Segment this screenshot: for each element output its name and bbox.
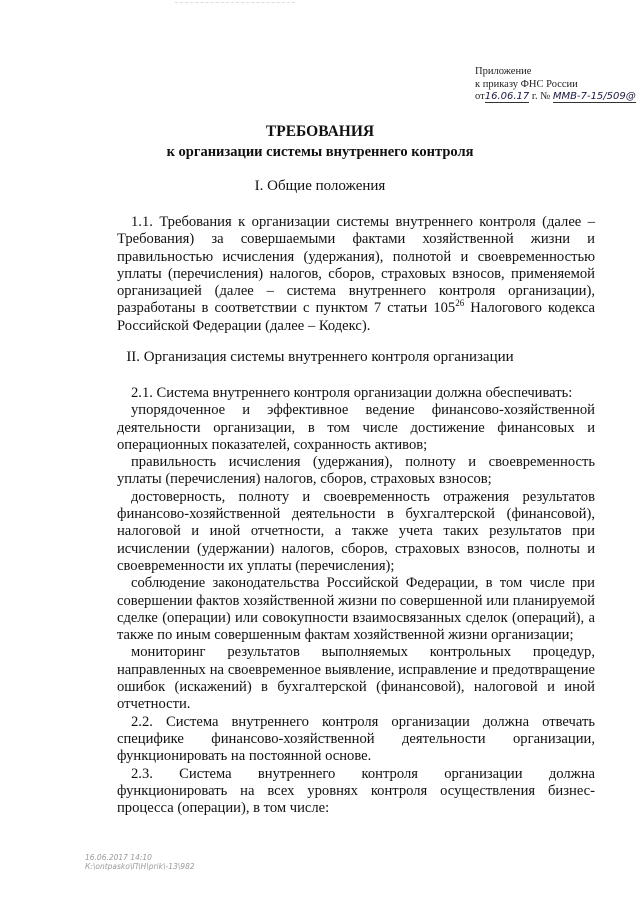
section-1-heading: I. Общие положения xyxy=(254,178,386,194)
footer-file-path: К:\ontpasko\П\Н\prik\-13\982 xyxy=(85,862,195,871)
document-subtitle: к организации системы внутреннего контроля xyxy=(166,144,474,160)
handwritten-date: 16.06.17 xyxy=(484,91,530,102)
date-prefix: от xyxy=(475,91,485,102)
footer-stamp xyxy=(85,853,195,871)
handwritten-number: ММВ-7-15/509@ xyxy=(552,91,636,102)
paragraph-2-1-item-3: достоверность, полноту и своевременность отражения результатов финансово-хозяйственной деятельности в бухгалтерской (финансовой), налоговой и иной отчетности, а также учета таких результатов при исчислении (удержании) налогов, сборов, страховых взносов, полноты и своевременности их уплаты (перечисления); xyxy=(117,488,595,574)
appendix-block xyxy=(475,66,635,104)
section-1-body xyxy=(117,214,595,335)
paragraph-2-1-item-4: соблюдение законодательства Российской Федерации, в том числе при совершении фактов хозяйственной жизни по совершенной или планируемой сделке (операции) или совокупности взаимосвязанных сделок (операций), а также по иным совершенным фактам хозяйственной жизни организации; xyxy=(117,575,595,644)
paragraph-2-1-item-2: правильность исчисления (удержания), полноту и своевременность уплаты (перечисления) налогов, сборов, страховых взносов; xyxy=(117,454,595,488)
year-suffix: г. № xyxy=(531,91,551,102)
section-2-body xyxy=(117,385,595,817)
paragraph-1-1 xyxy=(117,214,595,335)
paragraph-1-1-text: 1.1. Требования к организации системы внутреннего контроля (далее – Требования) за совершаемыми фактами хозяйственной жизни и правильностью исчисления (удержания), полнотой и своевременностью уплаты (перечисления) налогов, сборов, страховых взносов, применяемой организацией (далее – система внутреннего контроля организации), разработаны в соответствии с пунктом 7 статьи 105 xyxy=(117,214,595,317)
paragraph-2-1-item-1: упорядоченное и эффективное ведение финансово-хозяйственной деятельности организации, в том числе достижение финансовых и операционных показателей, сохранность активов; xyxy=(117,402,595,453)
paragraph-2-2: 2.2. Система внутреннего контроля организации должна отвечать специфике финансово-хозяйственной деятельности организации, функционировать на постоянной основе. xyxy=(117,713,595,765)
paragraph-2-1-item-5: мониторинг результатов выполняемых контрольных процедур, направленных на своевременное выявление, исправление и предотвращение ошибок (искажений) в бухгалтерской (финансовой), налоговой и иной отчетности. xyxy=(117,644,595,713)
scan-artifact xyxy=(175,2,295,6)
appendix-order-ref: к приказу ФНС России xyxy=(475,78,578,90)
article-superscript: 26 xyxy=(455,298,465,309)
appendix-label: Приложение xyxy=(475,66,532,77)
section-2-heading: II. Организация системы внутреннего контроля организации xyxy=(126,349,514,365)
paragraph-1-1-tail: Налогового кодекса Российской Федерации (далее – Кодекс). xyxy=(117,300,595,334)
paragraph-2-1: 2.1. Система внутреннего контроля организации должна обеспечивать: xyxy=(131,385,573,401)
paragraph-2-3: 2.3. Система внутреннего контроля организации должна функционировать на всех уровнях контроля осуществления бизнес-процесса (операции), в том числе: xyxy=(117,765,595,817)
document-title: ТРЕБОВАНИЯ xyxy=(265,123,375,140)
appendix-date-number xyxy=(475,91,635,104)
footer-timestamp: 16.06.2017 14:10 xyxy=(85,853,152,862)
